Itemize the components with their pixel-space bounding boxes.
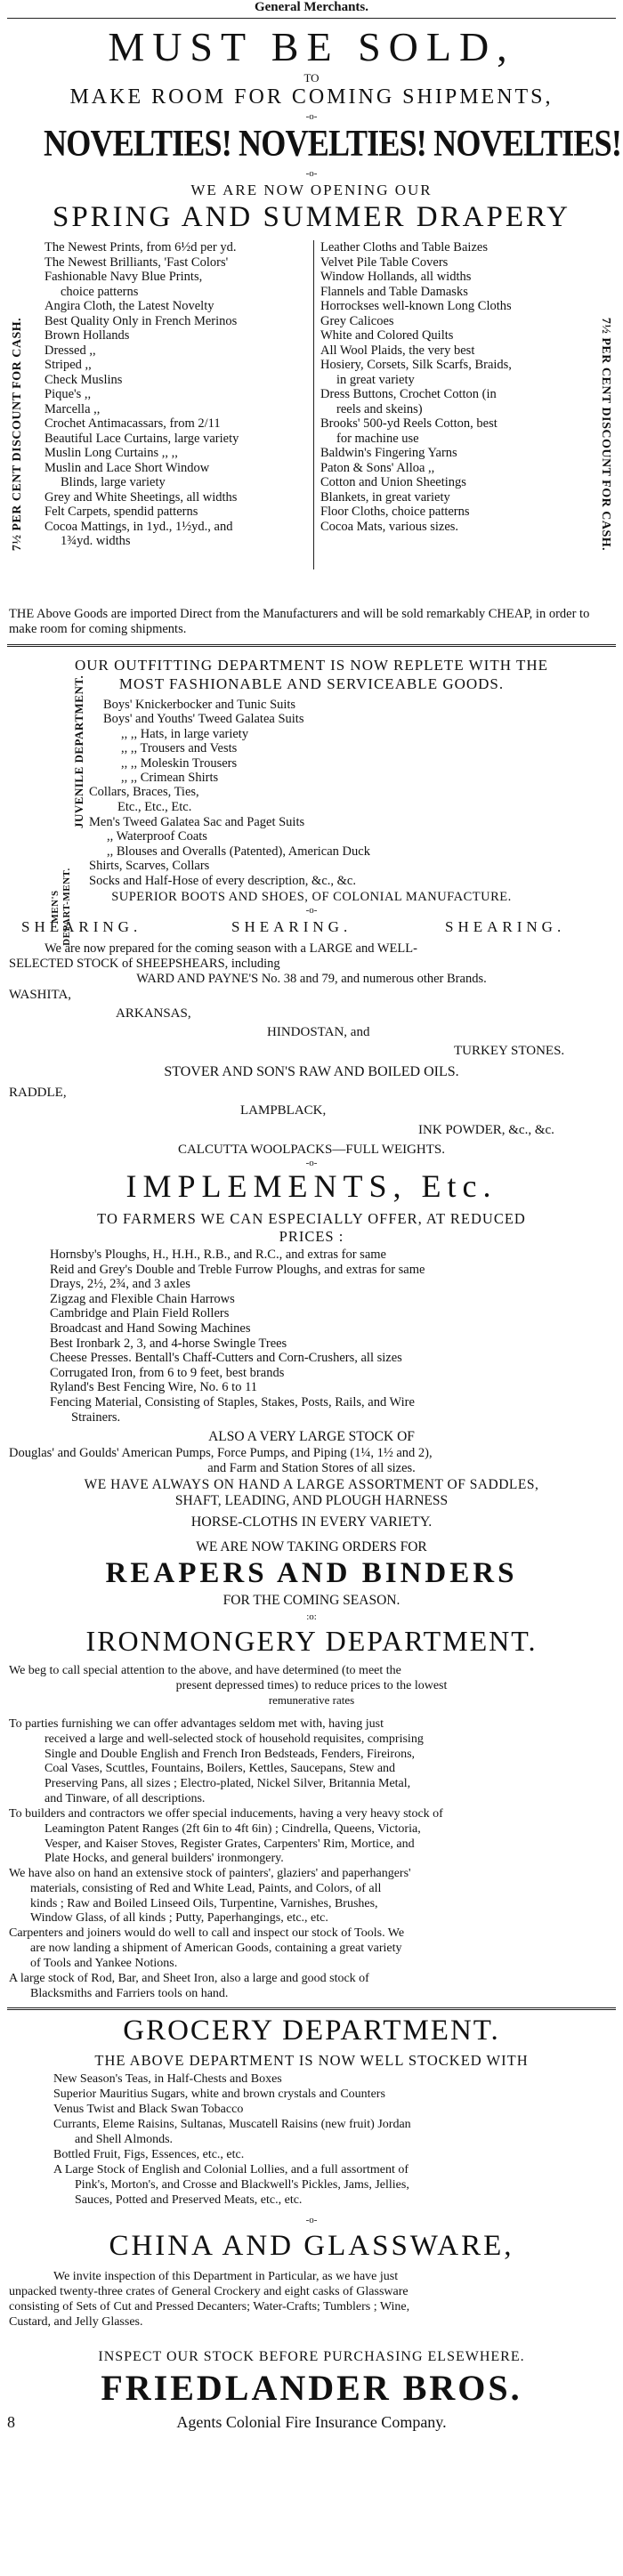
text-line: received a large and well-selected stock of household requisites, comprising xyxy=(44,1732,424,1746)
list-item: Flannels and Table Damasks xyxy=(320,284,468,299)
opening-line: WE ARE NOW OPENING OUR xyxy=(190,182,433,198)
list-item: Men's Tweed Galatea Sac and Paget Suits xyxy=(89,815,305,829)
list-item: Socks and Half-Hose of every description, &c., &c. xyxy=(89,873,356,888)
list-item: reels and skeins) xyxy=(336,401,423,416)
outfitting-heading-2: MOST FASHIONABLE AND SERVICEABLE GOODS. xyxy=(118,675,505,692)
text-line: consisting of Sets of Cut and Pressed Decanters; Water-Crafts; Tumblers ; Wine, xyxy=(9,2300,410,2314)
list-item: Grey and White Sheetings, all widths xyxy=(44,489,238,505)
page-header: General Merchants. xyxy=(254,0,369,14)
grocery-subheading: THE ABOVE DEPARTMENT IS NOW WELL STOCKED WITH xyxy=(94,2052,529,2069)
china-heading: CHINA AND GLASSWARE, xyxy=(109,2230,514,2262)
list-item: Shirts, Scarves, Collars xyxy=(89,859,210,874)
list-item: Broadcast and Hand Sowing Machines xyxy=(50,1320,251,1336)
list-item: Blankets, in great variety xyxy=(320,489,450,505)
list-item: Brown Hollands xyxy=(44,328,130,343)
turkey-stones: TURKEY STONES. xyxy=(454,1044,565,1058)
outfitting-heading-1: OUR OUTFITTING DEPARTMENT IS NOW REPLETE WITH THE xyxy=(75,657,548,674)
list-item: Strainers. xyxy=(71,1409,121,1425)
text-line: Leamington Patent Ranges (2ft 6in to 4ft 6in) ; Cindrella, Queens, Victoria, xyxy=(44,1821,421,1836)
mens-label: MEN'S DEPART-MENT. xyxy=(50,868,72,946)
list-item: Felt Carpets, spendid patterns xyxy=(44,505,198,519)
list-item: for machine use xyxy=(336,431,419,446)
list-item: All Wool Plaids, the very best xyxy=(320,343,475,358)
list-item: Reid and Grey's Double and Treble Furrow Ploughs, and extras for same xyxy=(50,1262,425,1277)
divider-marker-6: -o- xyxy=(305,2215,318,2225)
shearing-2: SHEARING. xyxy=(231,918,352,935)
reapers-heading: REAPERS AND BINDERS xyxy=(105,1557,518,1589)
drapery-columns xyxy=(36,240,587,614)
text-line: We invite inspection of this Department in Particular, as we have just xyxy=(53,2270,399,2283)
list-item: Boys' and Youths' Tweed Galatea Suits xyxy=(103,712,304,727)
divider-marker-5: :o: xyxy=(306,1611,317,1622)
list-item: in great variety xyxy=(336,372,415,387)
discount-side-left: 7½ PER CENT DISCOUNT FOR CASH. xyxy=(11,317,24,552)
divider-marker-3: -o- xyxy=(305,905,318,916)
text-line: Coal Vases, Scuttles, Fountains, Boilers, Kettles, Saucepans, Stew and xyxy=(44,1762,396,1776)
list-item: Horrockses well-known Long Cloths xyxy=(320,299,512,313)
list-item: ,, ,, Trousers and Vests xyxy=(121,741,238,756)
drapery-left-column xyxy=(44,240,312,549)
list-item: ,, Blouses and Overalls (Patented), American Duck xyxy=(107,844,370,859)
douglas-line-2: and Farm and Station Stores of all sizes. xyxy=(207,1461,416,1475)
list-item: Beautiful Lace Curtains, large variety xyxy=(44,431,239,446)
text-line: are now landing a shipment of American Goods, containing a great variety xyxy=(30,1941,402,1955)
text-line: Plate Hocks, and general builders' ironmongery. xyxy=(44,1852,284,1866)
list-item: The Newest Brilliants, 'Fast Colors' xyxy=(44,254,229,270)
list-item: Paton & Sons' Alloa ,, xyxy=(320,460,435,475)
text-line: and Tinware, of all descriptions. xyxy=(44,1791,206,1805)
grocery-heading: GROCERY DEPARTMENT. xyxy=(123,2015,500,2047)
list-item: Striped ,, xyxy=(44,358,92,372)
list-item: Fencing Material, Consisting of Staples, Stakes, Posts, Rails, and Wire xyxy=(50,1394,415,1409)
firm-name: FRIEDLANDER BROS. xyxy=(101,2368,522,2408)
drapery-heading: SPRING AND SUMMER DRAPERY xyxy=(52,201,571,233)
list-item: and Shell Almonds. xyxy=(75,2133,174,2146)
arkansas: ARKANSAS, xyxy=(116,1006,191,1021)
list-item: Brooks' 500-yd Reels Cotton, best xyxy=(320,416,498,431)
implements-list xyxy=(50,1248,619,1425)
farmers-line-1: TO FARMERS WE CAN ESPECIALLY OFFER, AT REDUCED xyxy=(97,1210,526,1227)
orders-line: WE ARE NOW TAKING ORDERS FOR xyxy=(196,1539,427,1554)
text-line: To parties furnishing we can offer advantages seldom met with, having just xyxy=(9,1717,384,1731)
list-item: Bottled Fruit, Figs, Essences, etc., etc. xyxy=(53,2148,245,2161)
text-line: of Tools and Yankee Notions. xyxy=(30,1956,178,1970)
text-line: Vesper, and Kaiser Stoves, Register Grates, Carpenters' Rim, Mortice, and xyxy=(44,1837,415,1851)
list-item: 1¾yd. widths xyxy=(61,534,131,548)
text-line: To builders and contractors we offer special inducements, having a very heavy stock of xyxy=(9,1807,443,1821)
iron-par5 xyxy=(9,1926,404,1971)
list-item: Crochet Antimacassars, from 2/11 xyxy=(44,416,221,431)
text-line: Custard, and Jelly Glasses. xyxy=(9,2315,143,2329)
list-item: Sauces, Potted and Preserved Meats, etc., etc. xyxy=(75,2193,303,2207)
divider-marker-2: -o- xyxy=(305,168,318,179)
text-line: kinds ; Raw and Boiled Linseed Oils, Turpentine, Varnishes, Brushes, xyxy=(30,1896,378,1910)
list-item: ,, Waterproof Coats xyxy=(107,829,207,844)
iron-par4 xyxy=(9,1867,411,1926)
iron-par1-line3: remunerative rates xyxy=(268,1693,355,1707)
text-line: unpacked twenty-three crates of General Crockery and eight casks of Glassware xyxy=(9,2285,409,2298)
horsecloths-line: HORSE-CLOTHS IN EVERY VARIETY. xyxy=(190,1514,433,1530)
iron-par3 xyxy=(9,1807,443,1867)
shearing-text-2: SELECTED STOCK of SHEEPSHEARS, including xyxy=(9,957,280,971)
also-stock-line: ALSO A VERY LARGE STOCK OF xyxy=(208,1429,415,1444)
lampblack: LAMPBLACK, xyxy=(240,1103,327,1118)
text-line: Preserving Pans, all sizes ; Electro-plated, Nickel Silver, Britannia Metal, xyxy=(44,1777,411,1791)
column-divider xyxy=(313,240,314,569)
list-item: Blinds, large variety xyxy=(61,475,166,489)
list-item: Velvet Pile Table Covers xyxy=(320,254,449,270)
novelties-banner: NOVELTIES! NOVELTIES! NOVELTIES! xyxy=(44,124,622,165)
ironmongery-heading: IRONMONGERY DEPARTMENT. xyxy=(85,1625,538,1657)
list-item: Muslin Long Curtains ,, ,, xyxy=(44,446,178,460)
list-item: Collars, Braces, Ties, xyxy=(89,785,199,800)
list-item: Hornsby's Ploughs, H., H.H., R.B., and R.C., and extras for same xyxy=(50,1248,386,1262)
list-item: Cocoa Mattings, in 1yd., 1½yd., and xyxy=(44,519,233,534)
list-item: Marcella ,, xyxy=(44,401,101,416)
list-item: Baldwin's Fingering Yarns xyxy=(320,446,457,460)
list-item: Best Ironbark 2, 3, and 4-horse Swingle Trees xyxy=(50,1336,287,1351)
juvenile-label: JUVENILE DEPARTMENT. xyxy=(72,674,85,828)
list-item: Cambridge and Plain Field Rollers xyxy=(50,1306,230,1321)
list-item: The Newest Prints, from 6½d per yd. xyxy=(44,240,237,254)
header-rule xyxy=(7,18,616,19)
implements-heading: IMPLEMENTS, Etc. xyxy=(125,1168,498,1204)
list-item: Dress Buttons, Crochet Cotton (in xyxy=(320,387,497,401)
saddles-line-2: SHAFT, LEADING, AND PLOUGH HARNESS xyxy=(174,1493,449,1508)
grocery-list xyxy=(53,2071,614,2208)
list-item: ,, ,, Crimean Shirts xyxy=(121,771,219,786)
list-item: Pique's ,, xyxy=(44,387,92,401)
list-item: Cheese Presses. Bentall's Chaff-Cutters and Corn-Crushers, all sizes xyxy=(50,1351,402,1366)
inspect-line: INSPECT OUR STOCK BEFORE PURCHASING ELSEWHERE. xyxy=(98,2349,525,2364)
page-number: 8 xyxy=(7,2413,15,2431)
main-title: MUST BE SOLD, xyxy=(108,24,515,69)
divider-marker-4: -o- xyxy=(305,1158,318,1168)
list-item: White and Colored Quilts xyxy=(320,328,454,343)
list-item: Muslin and Lace Short Window xyxy=(44,460,210,475)
list-item: Currants, Eleme Raisins, Sultanas, Muscatell Raisins (new fruit) Jordan xyxy=(53,2118,411,2131)
washita: WASHITA, xyxy=(9,988,72,1002)
text-line: We have also on hand an extensive stock of painters', glaziers' and paperhangers' xyxy=(9,1867,411,1880)
farmers-line-2: PRICES : xyxy=(279,1228,344,1245)
list-item: Ryland's Best Fencing Wire, No. 6 to 11 xyxy=(50,1380,258,1395)
list-item: Corrugated Iron, from 6 to 9 feet, best brands xyxy=(50,1365,285,1380)
section-rule-2 xyxy=(7,2007,616,2010)
juvenile-list xyxy=(89,698,304,814)
list-item: Hosiery, Corsets, Silk Scarfs, Braids, xyxy=(320,358,512,372)
text-line: Window Glass, of all kinds ; Putty, Paperhangings, etc., etc. xyxy=(30,1911,328,1926)
shearing-1: SHEARING. xyxy=(21,918,142,935)
list-item: choice patterns xyxy=(61,284,139,299)
list-item: Etc., Etc., Etc. xyxy=(117,799,192,814)
list-item: ,, ,, Moleskin Trousers xyxy=(121,755,238,771)
list-item: Floor Cloths, choice patterns xyxy=(320,505,470,519)
iron-par6 xyxy=(9,1972,369,2002)
list-item: Window Hollands, all widths xyxy=(320,270,472,284)
text-line: Blacksmiths and Farriers tools on hand. xyxy=(30,1986,229,2000)
list-item: Grey Calicoes xyxy=(320,313,394,328)
text-line: materials, consisting of Red and White Lead, Paints, and Colors, of all xyxy=(30,1881,382,1895)
list-item: Boys' Knickerbocker and Tunic Suits xyxy=(103,698,296,712)
raddle: RADDLE, xyxy=(9,1086,67,1100)
hindostan: HINDOSTAN, and xyxy=(267,1025,370,1039)
list-item: ,, ,, Hats, in large variety xyxy=(121,726,249,741)
mens-list xyxy=(89,815,370,888)
list-item: Cotton and Union Sheetings xyxy=(320,475,466,489)
ink-powder: INK POWDER, &c., &c. xyxy=(418,1123,554,1137)
list-item: Check Muslins xyxy=(44,372,123,387)
section-rule xyxy=(7,644,616,647)
agents-line: Agents Colonial Fire Insurance Company. xyxy=(176,2413,447,2431)
text-line: Single and Double English and French Iron Bedsteads, Fenders, Fireirons, xyxy=(44,1747,416,1761)
imported-note: THE Above Goods are imported Direct from the Manufacturers and will be sold remarkably CHEAP, in order to make room for coming shipments. xyxy=(9,607,590,636)
list-item: Best Quality Only in French Merinos xyxy=(44,313,238,328)
list-item: A Large Stock of English and Colonial Lollies, and a full assortment of xyxy=(53,2163,409,2176)
iron-par1-line1: We beg to call special attention to the above, and have determined (to meet the xyxy=(9,1664,401,1677)
list-item: Pink's, Morton's, and Crosse and Blackwell's Pickles, Jams, Jellies, xyxy=(75,2178,409,2192)
iron-par1-line2: present depressed times) to reduce prices to the lowest xyxy=(175,1679,448,1692)
divider-marker: -o- xyxy=(305,111,318,122)
ward-line: WARD AND PAYNE'S No. 38 and 79, and numerous other Brands. xyxy=(136,972,487,986)
list-item: New Season's Teas, in Half-Chests and Boxes xyxy=(53,2072,282,2086)
calcutta-line: CALCUTTA WOOLPACKS—FULL WEIGHTS. xyxy=(177,1143,446,1157)
list-item: Angira Cloth, the Latest Novelty xyxy=(44,299,214,313)
shearing-text-1: We are now prepared for the coming season with a LARGE and WELL- xyxy=(44,941,417,956)
boots-line: SUPERIOR BOOTS AND SHOES, OF COLONIAL MANUFACTURE. xyxy=(111,890,512,904)
douglas-line-1: Douglas' and Goulds' American Pumps, Force Pumps, and Piping (1¼, 1½ and 2), xyxy=(9,1446,433,1460)
saddles-line-1: WE HAVE ALWAYS ON HAND A LARGE ASSORTMENT OF SADDLES, xyxy=(84,1477,539,1492)
list-item: Zigzag and Flexible Chain Harrows xyxy=(50,1291,235,1306)
stover-line: STOVER AND SON'S RAW AND BOILED OILS. xyxy=(164,1064,459,1079)
shearing-3: SHEARING. xyxy=(445,918,566,935)
iron-par2 xyxy=(9,1717,424,1807)
list-item: Dressed ,, xyxy=(44,343,96,358)
list-item: Leather Cloths and Table Baizes xyxy=(320,240,488,254)
list-item: Venus Twist and Black Swan Tobacco xyxy=(53,2103,244,2116)
season-line: FOR THE COMING SEASON. xyxy=(222,1593,400,1608)
list-item: Drays, 2½, 2¾, and 3 axles xyxy=(50,1277,190,1292)
subtitle: MAKE ROOM FOR COMING SHIPMENTS, xyxy=(69,85,554,109)
list-item: Cocoa Mats, various sizes. xyxy=(320,519,459,534)
drapery-right-column xyxy=(320,240,587,534)
china-text xyxy=(9,2269,409,2330)
discount-side-right: 7½ PER CENT DISCOUNT FOR CASH. xyxy=(599,317,612,552)
text-line: A large stock of Rod, Bar, and Sheet Iron, also a large and good stock of xyxy=(9,1972,369,1985)
list-item: Superior Mauritius Sugars, white and brown crystals and Counters xyxy=(53,2087,385,2101)
list-item: Fashionable Navy Blue Prints, xyxy=(44,270,203,284)
text-line: Carpenters and joiners would do well to call and inspect our stock of Tools. We xyxy=(9,1926,405,1940)
to-line: TO xyxy=(303,71,320,85)
